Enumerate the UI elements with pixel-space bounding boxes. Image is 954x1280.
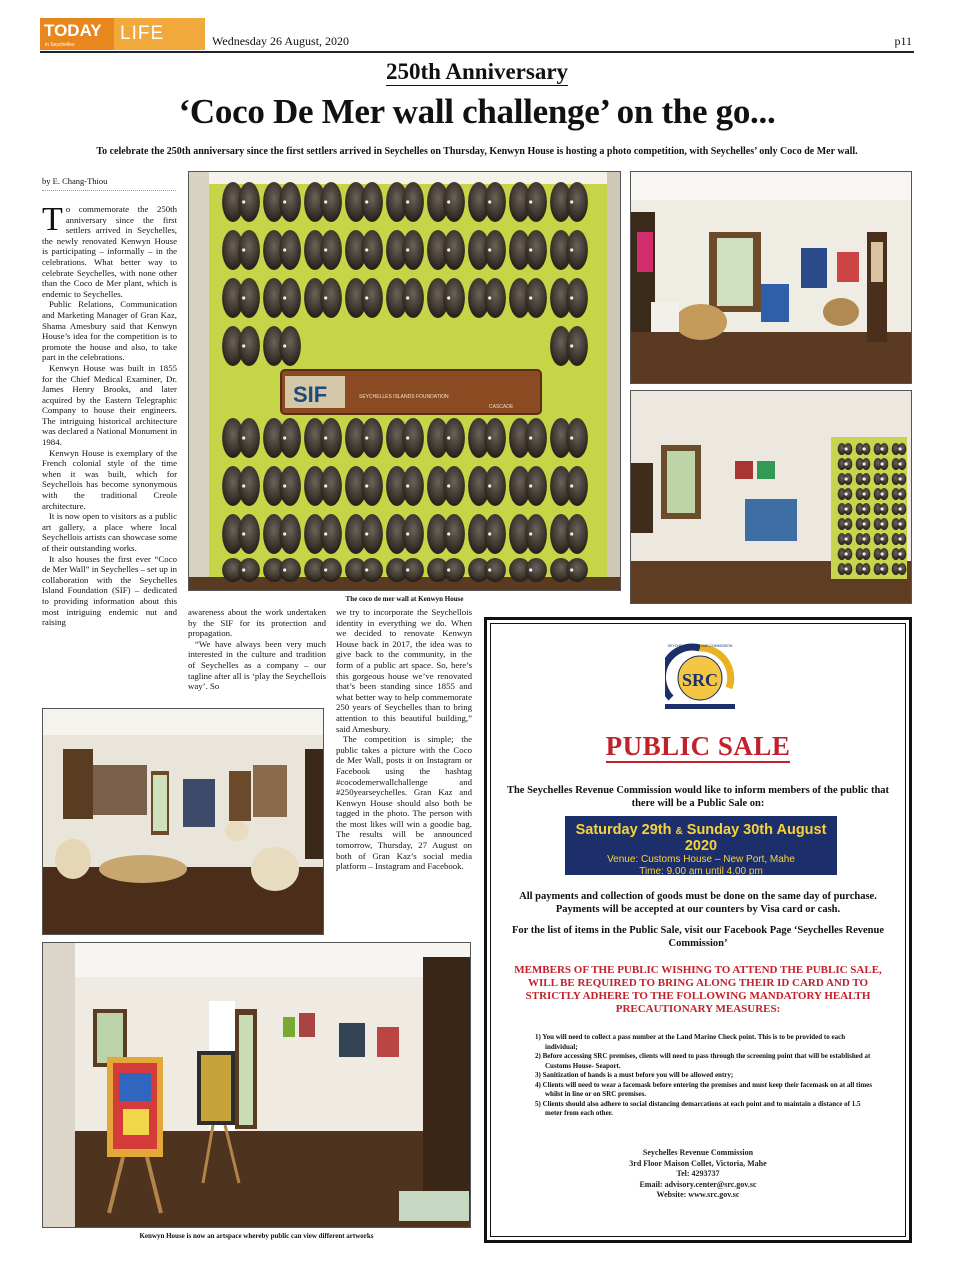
wall-sign-sif: SIF: [293, 382, 328, 407]
paragraph: It is now open to visitors as a public art gallery, a place where local Seychellois artists can showcase some of their outstanding works.: [42, 511, 177, 553]
ad-title: [491, 731, 905, 762]
gallery-room-photo-4: [42, 942, 471, 1228]
brand-life-label: LIFE: [114, 18, 205, 50]
contact-address: 3rd Floor Maison Collet, Victoria, Mahe: [629, 1158, 767, 1168]
paragraph: “We have always been very much interested in the culture and tradition of Seychelles as a company – our tagline after all is ‘play the Seychellois way’. So: [188, 638, 326, 692]
ad-contact-block: [491, 1148, 905, 1201]
paragraph: awareness about the work undertaken by the SIF for its protection and propagation.: [188, 607, 326, 639]
ad-facebook-info: For the list of items in the Public Sale, visit our Facebook Page ‘Seychelles Revenue Commission’: [511, 925, 885, 949]
gallery-room-photo-1: [630, 171, 912, 384]
src-logo-icon: [665, 642, 735, 714]
sale-date-saturday: Saturday 29th: [575, 822, 672, 838]
list-item: 1) You will need to collect a pass number at the Land Marine Check point. This is to be provided to each individual;: [535, 1033, 846, 1051]
sale-venue: Venue: Customs House – New Port, Mahe: [607, 854, 795, 865]
page-number: p11: [894, 34, 912, 48]
drop-cap: T: [42, 201, 63, 238]
paragraph: The competition is simple; the public takes a picture with the Coco de Mer Wall, posts it on Instagram or Facebook using the hashtag #cocodemerwallchallenge and #250yearseychelles. Gran Kaz and Kenwyn House should also both be tagged in the photo. The person with the most likes will win a goodie bag. The results will be announced tomorrow, Thursday, 27 August on both of Gran Kaz’s social media platform – Instagram and Facebook.: [336, 734, 472, 872]
src-logo-ring-text: SEYCHELLES REVENUE COMMISSION: [667, 644, 733, 648]
list-item: 4) Clients will need to wear a facemask before entering the premises and must keep their facemask on at all times whilst in line or on SRC premises.: [535, 1080, 872, 1098]
ad-payment-info: All payments and collection of goods must be done on the same day of purchase. Payments will be accepted at our counters by Visa card or cash.: [519, 891, 877, 915]
paragraph: we try to incorporate the Seychellois identity in everything we do. When we decided to renovate Kenwyn House back in 2017, the idea was to give back to the community, in the form of a public art space. So, here’s this gorgeous house we’ve renovated that’s been standing since 1855 and what better way to help commemorate 250 years of Seychelles than to bring attention to this beautiful building,” said Amesbury.: [336, 607, 472, 734]
wall-sign-subtitle: SEYCHELLES ISLANDS FOUNDATION: [359, 394, 449, 400]
wall-photo-caption: The coco de mer wall at Kenwyn House: [345, 595, 464, 603]
ad-intro: The Seychelles Revenue Commission would like to inform members of the public that there will be a Public Sale on:: [506, 785, 890, 809]
gallery-room-photo-3: [42, 708, 324, 935]
gallery-room-photo-2: [630, 390, 912, 604]
ad-inner-frame: [490, 623, 906, 1237]
article-standfirst: To celebrate the 250th anniversary since the first settlers arrived in Seychelles on Thursday, Kenwyn House is hosting a photo competition, with Seychelles’ only Coco de Mer wall.: [96, 146, 858, 157]
coco-de-mer-wall-photo: [188, 171, 621, 591]
article-kicker: [0, 59, 954, 85]
health-measures-list: [535, 1033, 875, 1119]
bottom-photo-caption: Kenwyn House is now an artspace whereby public can view different artworks: [139, 1232, 374, 1240]
sale-dates: [565, 822, 837, 854]
list-item: 3) Sanitization of hands is a must before you will be allowed entry;: [535, 1071, 734, 1079]
paragraph-text: o commemorate the 250th anniversary since the first settlers arrived in Seychelles, the newly renovated Kenwyn House is participating – informally – in the celebrations. What better way to celebrate Seychelles, with none other than the Coco de Mer plant, which is endemic to Seychelles.: [42, 204, 177, 299]
brand-today: [40, 18, 114, 50]
ad-title-text: PUBLIC SALE: [605, 731, 791, 761]
article-column-3: [336, 607, 472, 872]
public-sale-advertisement: [484, 617, 912, 1243]
contact-website[interactable]: Website: www.src.gov.sc: [656, 1190, 740, 1199]
article-column-1: [42, 201, 177, 628]
gallery-room-image-2: [631, 391, 912, 604]
article-headline: ‘Coco De Mer wall challenge’ on the go...: [178, 92, 776, 131]
sale-details-box: [565, 816, 837, 875]
sale-time: Time: 9.00 am until 4.00 pm: [639, 866, 763, 877]
contact-tel: Tel: 4293737: [676, 1169, 720, 1178]
contact-email[interactable]: Email: advisory.center@src.gov.sc: [639, 1179, 757, 1189]
kicker-text: 250th Anniversary: [385, 59, 569, 84]
issue-date: Wednesday 26 August, 2020: [212, 34, 350, 48]
brand-today-label: TODAY: [44, 21, 102, 40]
ad-health-warning: MEMBERS OF THE PUBLIC WISHING TO ATTEND THE PUBLIC SALE, WILL BE REQUIRED TO BRING ALONG THEIR ID CARD AND TO STRICTLY ADHERE TO THE FOLLOWING MANDATORY HEALTH PRECAUTIONARY MEASURES:: [514, 964, 882, 1015]
src-logo-letters: SRC: [681, 670, 719, 690]
article-column-2: [188, 607, 326, 692]
header-divider: [40, 51, 914, 53]
gallery-room-image-1: [631, 172, 912, 384]
paragraph: [42, 201, 177, 299]
list-item: 5) Clients should also adhere to social distancing demarcations at each point and to maintain a distance of 1.5 meter from each other.: [535, 1099, 861, 1117]
contact-org: Seychelles Revenue Commission: [642, 1148, 754, 1157]
sale-date-sunday: Sunday 30th August 2020: [684, 822, 827, 854]
paragraph: Public Relations, Communication and Marketing Manager of Gran Kaz, Shama Amesbury said that Kenwyn House’s idea for the competition is to promote the house and also, to take part in the celebrations.: [42, 299, 177, 363]
list-item: 2) Before accessing SRC premises, clients will need to pass through the screening point that will be established at Customs House- Seaport.: [535, 1052, 871, 1070]
paragraph: Kenwyn House was built in 1855 for the Chief Medical Examiner, Dr. James Henry Brooks, and later acquired by the Eastern Telegraphic Company to house their engineers. The intriguing historical architecture was declared a National Monument in 1984.: [42, 362, 177, 448]
coco-de-mer-wall-image: [189, 172, 621, 591]
sale-date-amp: &: [675, 826, 683, 837]
gallery-room-image-3: [43, 709, 324, 935]
article-byline: by E. Chang-Thiou: [42, 176, 176, 191]
wall-sign-right: CASCADE: [489, 404, 514, 410]
brand-sub-label: in Seychelles: [45, 42, 75, 48]
paragraph: Kenwyn House is exemplary of the French colonial style of the time when it was built, which for Seychellois has become synonymous with the traditional Creole architecture.: [42, 447, 177, 511]
publication-masthead: [40, 18, 205, 50]
paragraph: It also houses the first ever “Coco de Mer Wall” in Seychelles – set up in collaboration with the Seychelles Island Foundation (SIF) – dedicated to providing information about this most intriguing endemic nut and raising: [42, 553, 177, 628]
gallery-room-image-4: [43, 943, 471, 1228]
